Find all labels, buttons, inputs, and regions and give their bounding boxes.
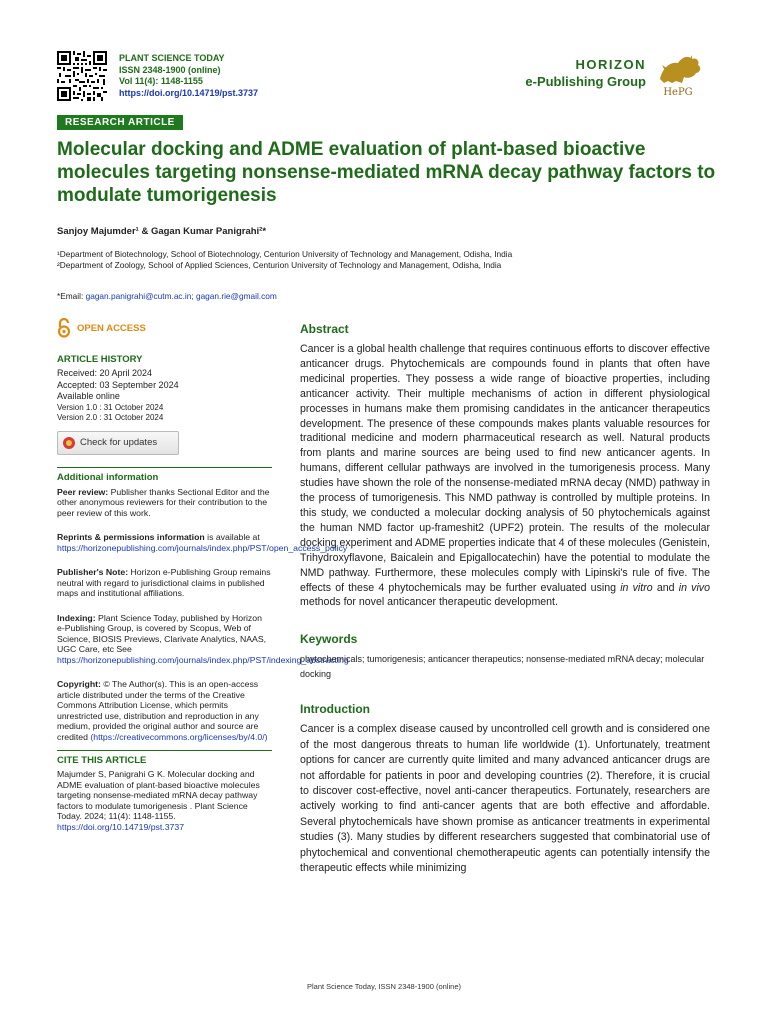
doi-link[interactable]: https://doi.org/10.14719/pst.3737 <box>119 87 259 98</box>
journal-info <box>119 53 258 99</box>
citation-doi-link[interactable]: https://doi.org/10.14719/pst.3737 <box>57 821 185 832</box>
journal-volume: Vol 11(4): 1148-1155 <box>119 76 203 86</box>
copyright-text: © The Author(s). This is an open-access article distributed under the terms of the Creative Commons Attribution License, which permits unrestricted use, distribution and reproduction in any medium, provided the original author and source are credited <box>57 679 259 742</box>
publisher-name <box>525 56 646 90</box>
authors: Sanjoy Majumder¹ & Gagan Kumar Panigrahi²* <box>57 226 267 237</box>
reprints-label: Reprints & permissions information <box>57 532 205 542</box>
journal-issn: ISSN 2348-1900 (online) <box>119 64 221 75</box>
check-for-updates-button[interactable] <box>57 431 179 455</box>
publisher-logo <box>652 51 704 97</box>
abstract-part2: methods for novel anticancer therapeutic development. <box>300 596 558 609</box>
abstract-text <box>300 342 710 610</box>
copyright-label: Copyright: <box>57 679 101 689</box>
affiliation-1: ¹Department of Biotechnology, School of Biotechnology, Centurion University of Technology and Management, Odisha, India <box>57 249 513 259</box>
article-history <box>57 368 272 423</box>
open-access-label: OPEN ACCESS <box>77 322 146 334</box>
version-1: Version 1.0 : 31 October 2024 <box>57 402 164 412</box>
cite-heading: CITE THIS ARTICLE <box>57 755 147 766</box>
received-date: Received: 20 April 2024 <box>57 368 153 378</box>
article-title: Molecular docking and ADME evaluation of plant-based bioactive molecules targeting nonsense-mediated mRNA decay pathway factors to modulate tumorigenesis <box>57 139 716 206</box>
additional-info-heading: Additional information <box>57 471 159 483</box>
crossmark-icon <box>63 437 75 449</box>
copyright-note <box>57 679 272 742</box>
indexing-label: Indexing: <box>57 612 96 623</box>
publisher-line2: e-Publishing Group <box>525 74 646 89</box>
sidebar-divider <box>57 467 272 468</box>
check-for-updates-label: Check for updates <box>80 437 158 448</box>
citation <box>57 769 272 832</box>
publisher-note-text: Horizon e-Publishing Group remains neutral with regard to jurisdictional claims in published maps and institutional affiliations. <box>57 567 271 598</box>
page-footer: Plant Science Today, ISSN 2348-1900 (online) <box>307 982 461 991</box>
keywords-text: phytochemicals; tumorigenesis; anticancer therapeutics; nonsense-mediated mRNA decay; molecular docking <box>300 654 705 680</box>
citation-text: Majumder S, Panigrahi G K. Molecular docking and ADME evaluation of plant-based bioactive molecules targeting nonsense-mediated mRNA decay pathway factors to modulate tumorigenesis . Plant Science Today. 2024; 11(4): 1148-1155. <box>57 769 260 821</box>
indexing-text: Plant Science Today, published by Horizon e-Publishing Group, is covered by Scopus, Web of Science, BIOSIS Previews, Clarivate Analytics, NAAS, UGC Care, etc <box>57 612 267 654</box>
qr-code <box>57 51 107 101</box>
accepted-date: Accepted: 03 September 2024 <box>57 379 179 390</box>
open-access <box>57 318 272 338</box>
reprints-text: is available at <box>207 532 260 542</box>
introduction-heading: Introduction <box>300 702 370 717</box>
indexing-see: See <box>116 644 132 654</box>
indexing-link[interactable]: https://horizonepublishing.com/journals/index.php/PST/indexing_abstracting <box>57 654 349 665</box>
affiliation-2: ²Department of Zoology, School of Applied Sciences, Centurion University of Technology and Management, Odisha, India <box>57 260 502 270</box>
email-label: *Email: <box>57 291 84 301</box>
license-link[interactable]: (https://creativecommons.org/licenses/by/4.0/) <box>90 731 268 742</box>
version-2: Version 2.0 : 31 October 2024 <box>57 412 164 422</box>
reprints-note <box>57 532 348 553</box>
publisher-note-label: Publisher's Note: <box>57 567 129 577</box>
publisher-note <box>57 567 272 599</box>
abstract-part1: Cancer is a global health challenge that requires continuous efforts to discover effective anticancer drugs. Phytochemicals are compounds found in plants that often have medicinal properties. They possess a wide range of bioactive properties, including anticancer activity. Their multiple mechanisms of action in different physiological processes in humans make them promising candidates in the anticancer therapeutics development. The presence of these compounds makes plants valuable resources for traditional medicine and modern pharmaceutical research as well. Natural products from plants and marine sources are being used to find new anticancer agents. In humans, different cellular pathways are involved in the tumorigenesis process. Many studies have shown the role of the nonsense-mediated mRNA decay (NMD) pathway in the process of tumorigenesis. This NMD pathway is controlled by multiple proteins. In this study, we conducted a molecular docking analysis of 50 phytochemicals against the human NMD factor up-frameshit2 (UPF2) protein. The results of the molecular docking experiment and ADME properties indicate that 4 of these molecules (Genistein, Trihydroxyflavone, Baicalein and Epigallocatechin) have the potential to modulate the NMD pathway. Furthermore, these molecules comply with Lipinski's rule of five. The effects of these 4 phytochemicals may be further evaluated using <box>300 343 710 594</box>
introduction-text: Cancer is a complex disease caused by uncontrolled cell growth and is considered one of the most dangerous threats to human life worldwide (1). Unfortunately, treatment options for cancer are currently quite limited and many advanced anticancer drugs are not affordable for patients in poor and developing countries (2). Therefore, it is crucial to discover cost-effective, novel anti-cancer therapeutics. Fortunately, researchers are actively working to find anti-cancer agents that are both effective and affordable. Several phytochemicals have shown promise as anticancer treatments in experimental studies (3). Many studies by different researchers suggested that combinatorial use of phytochemical and conventional chemotherapeutic agents can potentially intensify the therapeutic effects while minimizing <box>300 723 710 874</box>
keywords-heading: Keywords <box>300 632 358 647</box>
main-column <box>300 322 710 876</box>
article-type-badge: RESEARCH ARTICLE <box>57 115 183 130</box>
available-online: Available online <box>57 391 120 401</box>
reprints-link[interactable]: https://horizonepublishing.com/journals/index.php/PST/open_access_policy <box>57 542 348 553</box>
open-access-lock-icon <box>57 318 71 338</box>
journal-name: PLANT SCIENCE TODAY <box>119 53 225 63</box>
article-history-heading: ARTICLE HISTORY <box>57 354 143 365</box>
affiliations <box>57 249 512 271</box>
abstract-and: and <box>656 581 675 594</box>
peer-review-text: Publisher thanks Sectional Editor and the other anonymous reviewers for their contribution to the peer review of this work. <box>57 486 270 518</box>
abstract-heading: Abstract <box>300 322 349 336</box>
email-addresses[interactable]: gagan.panigrahi@cutm.ac.in; gagan.rie@gmail.com <box>85 291 277 301</box>
logo-wordmark: HePG <box>663 87 693 97</box>
email-line <box>57 291 277 301</box>
sidebar-divider-2 <box>57 750 272 751</box>
peer-review-label: Peer review: <box>57 486 109 497</box>
publisher-line1: HORIZON <box>575 57 646 72</box>
abstract-in-vitro: in vitro <box>620 581 653 594</box>
peer-review-note <box>57 487 272 519</box>
abstract-in-vivo: in vivo <box>678 581 710 594</box>
